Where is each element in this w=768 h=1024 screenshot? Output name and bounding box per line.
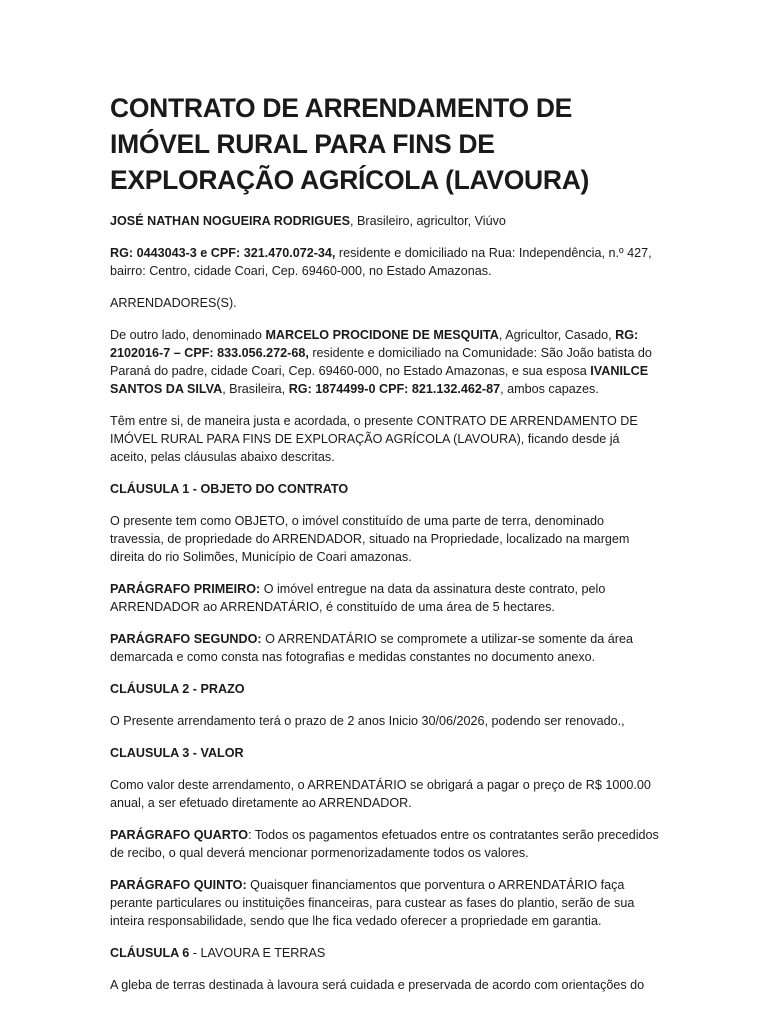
- paragraph-segundo-label: PARÁGRAFO SEGUNDO:: [110, 632, 262, 646]
- paragraph-quinto-label: PARÁGRAFO QUINTO:: [110, 878, 247, 892]
- term-paragraph: O Presente arrendamento terá o prazo de 2 anos Inicio 30/06/2026, podendo ser renovado.,: [110, 714, 625, 728]
- party-1-name: JOSÉ NATHAN NOGUEIRA RODRIGUES: [110, 214, 351, 228]
- party-1-ids: RG: 0443043-3 e CPF: 321.470.072-34,: [110, 246, 336, 260]
- paragraph-quinto: [110, 876, 660, 930]
- object-paragraph: O presente tem como OBJETO, o imóvel constituído de uma parte de terra, denominado travessia, de propriedade do ARRENDADOR, situado na Propriedade, localizado na margem direita do rio Solimões, Município de Coari amazonas.: [110, 514, 630, 564]
- party-2-intro: De outro lado, denominado: [110, 328, 266, 342]
- clause-3-heading: CLAUSULA 3 - VALOR: [110, 746, 244, 760]
- arrendadores-label: ARRENDADORES(S).: [110, 296, 237, 310]
- spouse-name: IVANILCE SANTOS DA SILVA: [110, 364, 649, 396]
- spouse-ids: RG: 1874499-0 CPF: 821.132.462-87: [288, 382, 501, 396]
- value-paragraph: Como valor deste arrendamento, o ARRENDATÁRIO se obrigará a pagar o preço de R$ 1000.00 anual, a ser efetuado diretamente ao ARRENDADOR.: [110, 778, 651, 810]
- clause-6-label: CLÁUSULA 6: [110, 946, 190, 960]
- spouse-details: , Brasileira,: [222, 382, 289, 396]
- paragraph-segundo-text: O ARRENDATÁRIO se compromete a utilizar-se somente da área demarcada e como consta nas fotografias e medidas constantes no documento anexo.: [110, 632, 634, 664]
- party-2-closing: , ambos capazes.: [500, 382, 599, 396]
- paragraph-segundo: [110, 630, 660, 666]
- party-2-address: residente e domiciliado na Comunidade: São João batista do Paraná do padre, cidade Coari, Cep. 69460-000, no Estado Amazonas, e sua esposa: [110, 346, 652, 378]
- party-2-ids: RG: 2102016-7 – CPF: 833.056.272-68,: [110, 328, 639, 360]
- paragraph-quarto-label: PARÁGRAFO QUARTO: [110, 828, 249, 842]
- lavoura-paragraph: A gleba de terras destinada à lavoura será cuidada e preservada de acordo com orientações do: [110, 978, 645, 992]
- party-1-address: residente e domiciliado na Rua: Independência, n.º 427, bairro: Centro, cidade Coari, Cep. 69460-000, no Estado Amazonas.: [110, 246, 652, 278]
- party-1-ids-address: [110, 244, 660, 280]
- paragraph-quinto-text: Quaisquer financiamentos que porventura o ARRENDATÁRIO faça perante particulares ou instituições financeiras, para custear as fases do plantio, serão de sua inteira responsabilidade, sendo que lhe fica vedado oferecer a propriedade em garantia.: [110, 878, 635, 928]
- document-title: CONTRATO DE ARRENDAMENTO DE IMÓVEL RURAL PARA FINS DE EXPLORAÇÃO AGRÍCOLA (LAVOURA): [110, 93, 590, 195]
- paragraph-primeiro: [110, 580, 660, 616]
- party-2-name: MARCELO PROCIDONE DE MESQUITA: [265, 328, 499, 342]
- party-2-details: , Agricultor, Casado,: [498, 328, 616, 342]
- clause-2-heading: CLÁUSULA 2 - PRAZO: [110, 682, 245, 696]
- agreement-paragraph: Têm entre si, de maneira justa e acordada, o presente CONTRATO DE ARRENDAMENTO DE IMÓVEL RURAL PARA FINS DE EXPLORAÇÃO AGRÍCOLA (LAVOURA), ficando desde já aceito, pelas cláusulas abaixo descritas.: [110, 414, 638, 464]
- party-1-name-line: [110, 212, 660, 230]
- party-2-paragraph: [110, 326, 660, 398]
- paragraph-primeiro-label: PARÁGRAFO PRIMEIRO:: [110, 582, 261, 596]
- paragraph-primeiro-text: O imóvel entregue na data da assinatura deste contrato, pelo ARRENDADOR ao ARRENDATÁRIO, é constituído de uma área de 5 hectares.: [110, 582, 606, 614]
- clause-1-heading: CLÁUSULA 1 - OBJETO DO CONTRATO: [110, 482, 349, 496]
- paragraph-quarto: [110, 826, 660, 862]
- clause-6-text: - LAVOURA E TERRAS: [189, 946, 326, 960]
- party-1-details: , Brasileiro, agricultor, Viúvo: [350, 214, 506, 228]
- paragraph-quarto-text: : Todos os pagamentos efetuados entre os contratantes serão precedidos de recibo, o qual deverá mencionar pormenorizadamente todos os valores.: [110, 828, 659, 860]
- clause-6-heading: [110, 944, 660, 962]
